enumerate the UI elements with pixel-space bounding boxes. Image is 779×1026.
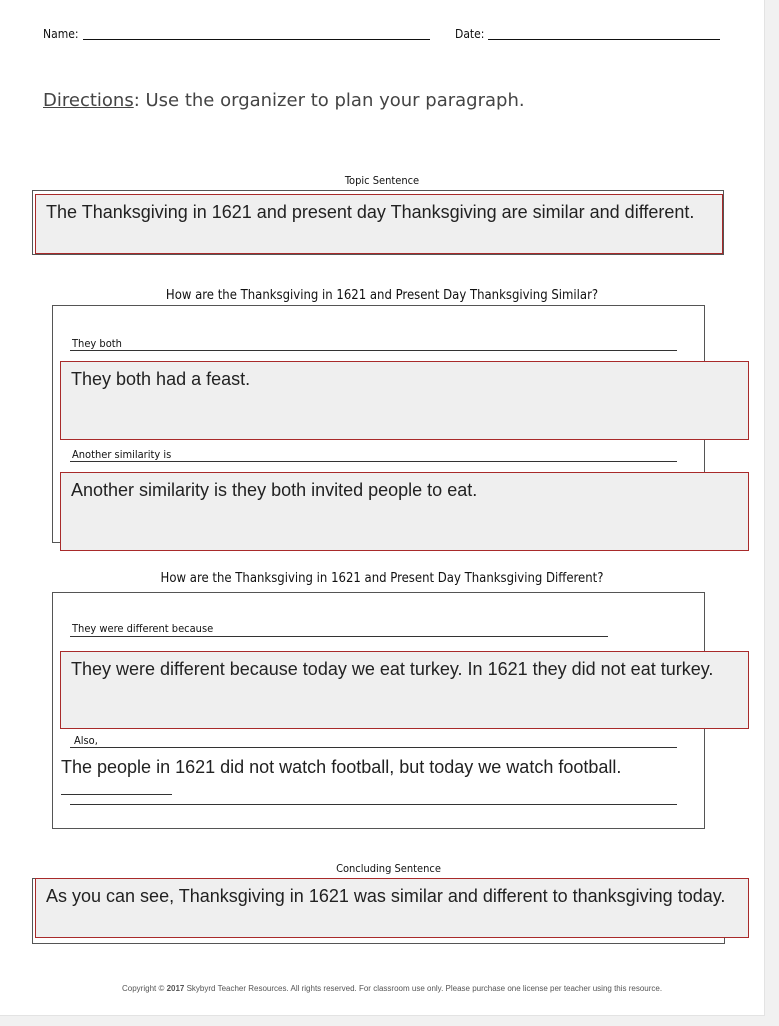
name-line[interactable] [83, 39, 430, 40]
different-textbox-1[interactable]: They were different because today we eat turkey. In 1621 they did not eat turkey. [60, 651, 749, 729]
similar-heading: How are the Thanksgiving in 1621 and Present Day Thanksgiving Similar? [165, 288, 599, 303]
concluding-heading: Concluding Sentence [336, 862, 441, 875]
directions-text: : Use the organizer to plan your paragraph. [133, 90, 525, 111]
different-response-2-text: The people in 1621 did not watch football, but today we watch football. [61, 757, 622, 777]
different-prompt-1: They were different because [72, 622, 214, 635]
similar-textbox-2[interactable]: Another similarity is they both invited people to eat. [60, 472, 749, 551]
different-line-2 [70, 747, 677, 748]
topic-sentence-textbox[interactable]: The Thanksgiving in 1621 and present day Thanksgiving are similar and different. [35, 194, 723, 254]
similar-prompt-1: They both [72, 337, 122, 350]
date-line[interactable] [488, 39, 720, 40]
directions-label: Directions [43, 90, 134, 111]
different-line-1 [70, 636, 608, 637]
copyright-rest: Skybyrd Teacher Resources. All rights reserved. For classroom use only. Please purchase one license per teacher using this resource. [184, 984, 663, 993]
directions [43, 90, 525, 111]
name-label: Name: [43, 27, 79, 41]
similar-line-2 [70, 461, 677, 462]
topic-sentence-heading: Topic Sentence [344, 174, 420, 187]
concluding-textbox[interactable]: As you can see, Thanksgiving in 1621 was similar and different to thanksgiving today. [35, 878, 749, 938]
similar-prompt-2: Another similarity is [72, 448, 172, 461]
copyright-footer [122, 984, 662, 993]
copyright-prefix: Copyright © [122, 984, 167, 993]
different-response-2-blank [61, 780, 172, 795]
similar-textbox-1[interactable]: They both had a feast. [60, 361, 749, 440]
different-line-3 [70, 804, 677, 805]
different-prompt-2: Also, [74, 734, 98, 747]
different-response-2[interactable] [61, 756, 681, 800]
copyright-year: 2017 [166, 984, 185, 993]
different-heading: How are the Thanksgiving in 1621 and Present Day Thanksgiving Different? [160, 571, 604, 586]
date-label: Date: [455, 27, 485, 41]
similar-line-1 [70, 350, 677, 351]
